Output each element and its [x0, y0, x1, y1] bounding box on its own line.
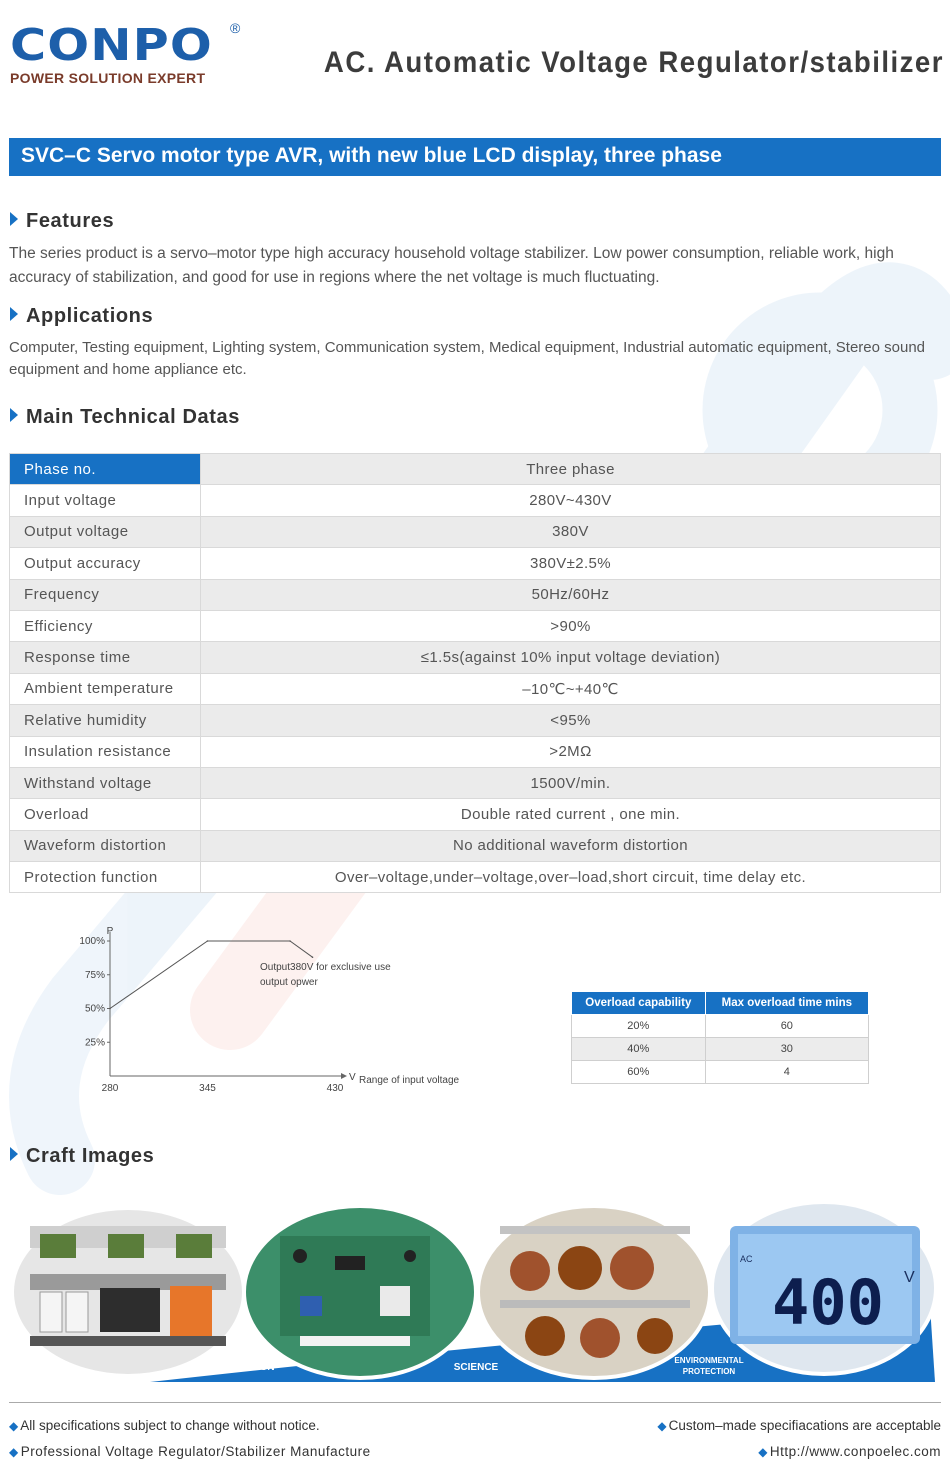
technical-heading [10, 406, 240, 429]
spec-label: Overload [10, 799, 201, 830]
features-heading [10, 210, 114, 233]
applications-text: Computer, Testing equipment, Lighting system, Communication system, Medical equipment, Industrial automatic equipment, Stereo sound equipment and home appliance etc. [9, 339, 926, 378]
brand-logo [10, 20, 241, 86]
arrow-right-icon [10, 1147, 18, 1161]
spec-row [10, 642, 941, 673]
overload-header-capability: Overload capability [572, 992, 706, 1015]
y-tick-label: 50% [84, 1003, 105, 1015]
overload-table [571, 991, 869, 1084]
logo-tagline: POWER SOLUTION EXPERT [10, 70, 206, 86]
label-science: SCIENCE [453, 1362, 499, 1373]
footer-website-text[interactable]: Http://www.conpoelec.com [769, 1444, 941, 1459]
spec-value: Three phase [201, 454, 941, 485]
spec-label: Withstand voltage [10, 767, 201, 798]
spec-row [10, 705, 941, 736]
spec-row [10, 548, 941, 579]
logo-wordmark: CONPO [10, 20, 213, 71]
footer-text: Professional Voltage Regulator/Stabilizer Manufacture [20, 1444, 371, 1459]
overload-cell: 60% [572, 1061, 706, 1084]
spec-row [10, 767, 941, 798]
spec-value: 380V [201, 516, 941, 547]
spec-row [10, 454, 941, 485]
spec-value: >90% [201, 610, 941, 641]
footer-note-left-2 [9, 1444, 371, 1459]
craft-heading [10, 1145, 154, 1168]
applications-heading-text: Applications [26, 305, 154, 327]
arrow-right-icon [10, 212, 18, 226]
arrow-right-icon [10, 307, 18, 321]
spec-label: Output voltage [10, 516, 201, 547]
series-point [289, 940, 291, 942]
spec-label: Ambient temperature [10, 673, 201, 704]
overload-cell: 20% [572, 1015, 706, 1038]
footer-website-link[interactable] [758, 1444, 941, 1459]
series-point [312, 956, 314, 958]
diamond-icon: ◆ [9, 1419, 19, 1433]
spec-label: Phase no. [10, 454, 201, 485]
x-tick-label: 280 [101, 1083, 119, 1094]
spec-label: Frequency [10, 579, 201, 610]
applications-heading [10, 305, 153, 328]
spec-label: Waveform distortion [10, 830, 201, 861]
overload-header-time: Max overload time mins [705, 992, 868, 1015]
spec-label: Relative humidity [10, 705, 201, 736]
spec-row [10, 736, 941, 767]
spec-label: Protection function [10, 862, 201, 893]
spec-value: 1500V/min. [201, 767, 941, 798]
page-title: AC. Automatic Voltage Regulator/stabilizer [323, 46, 944, 79]
spec-row [10, 673, 941, 704]
overload-cell: 30 [705, 1038, 868, 1061]
overload-cell: 60 [705, 1015, 868, 1038]
craft-images-strip [0, 1196, 950, 1388]
technical-heading-text: Main Technical Datas [26, 406, 240, 428]
label-innovation: INNOVATION [213, 1362, 275, 1373]
spec-value: –10℃~+40℃ [201, 673, 941, 704]
chart-annotation: Output380V for exclusive use [260, 962, 391, 973]
diamond-icon: ◆ [657, 1419, 667, 1433]
series-point [109, 1008, 111, 1010]
series-point [207, 940, 209, 942]
spec-value: >2MΩ [201, 736, 941, 767]
label-protection: PROTECTION [682, 1367, 736, 1376]
footer-text: Custom–made specifiacations are acceptable [668, 1418, 941, 1433]
spec-label: Insulation resistance [10, 736, 201, 767]
product-banner [9, 138, 941, 176]
footer-text: All specifications subject to change without notice. [20, 1418, 320, 1433]
spec-row [10, 516, 941, 547]
series-line [110, 941, 313, 1009]
spec-value: Over–voltage,under–voltage,over–load,short circuit, time delay etc. [201, 862, 941, 893]
y-axis-label: P [106, 926, 114, 937]
diamond-icon: ◆ [9, 1445, 19, 1459]
craft-heading-text: Craft Images [26, 1145, 155, 1167]
x-axis-unit: V [349, 1072, 356, 1083]
x-tick-label: 430 [326, 1083, 344, 1094]
x-tick-label: 345 [199, 1083, 216, 1094]
overload-cell: 40% [572, 1038, 706, 1061]
lcd-mode: AC [740, 1254, 753, 1264]
craft-image-transformers [478, 1206, 710, 1378]
spec-row [10, 485, 941, 516]
spec-value: <95% [201, 705, 941, 736]
spec-row [10, 830, 941, 861]
y-tick-label: 75% [84, 969, 105, 981]
features-text: The series product is a servo–motor type high accuracy household voltage stabilizer. Low power consumption, reliable work, high accuracy of stabilization, and good for use in regions where the net voltage is much fluctuating. [9, 245, 894, 286]
chart-annotation: output opwer [260, 977, 318, 988]
product-banner-text: SVC–C Servo motor type AVR, with new blue LCD display, three phase [21, 144, 722, 167]
footer-note-left-1 [9, 1418, 320, 1433]
spec-value: 280V~430V [201, 485, 941, 516]
registered-mark: ® [230, 20, 241, 36]
spec-label: Response time [10, 642, 201, 673]
craft-image-lcd-display [712, 1202, 936, 1374]
y-tick-label: 25% [84, 1037, 105, 1049]
spec-value: ≤1.5s(against 10% input voltage deviation) [201, 642, 941, 673]
craft-image-pcb [244, 1206, 476, 1378]
spec-table [9, 453, 941, 893]
spec-row [10, 862, 941, 893]
chart-axes [79, 926, 459, 1094]
power-voltage-chart [70, 922, 490, 1102]
label-environmental: ENVIRONMENTAL [674, 1356, 744, 1365]
x-axis-arrow-icon [341, 1073, 347, 1079]
spec-value: No additional waveform distortion [201, 830, 941, 861]
arrow-right-icon [10, 408, 18, 422]
diamond-icon: ◆ [758, 1445, 768, 1459]
spec-row [10, 610, 941, 641]
overload-cell: 4 [705, 1061, 868, 1084]
spec-value: 380V±2.5% [201, 548, 941, 579]
footer-note-right-1 [657, 1418, 941, 1433]
spec-label: Input voltage [10, 485, 201, 516]
x-axis-label: Range of input voltage [359, 1075, 460, 1086]
spec-label: Output accuracy [10, 548, 201, 579]
spec-value: 50Hz/60Hz [201, 579, 941, 610]
footer-divider [9, 1402, 941, 1403]
y-tick-label: 100% [79, 936, 105, 947]
spec-label: Efficiency [10, 610, 201, 641]
craft-image-control-panel [12, 1208, 244, 1376]
spec-value: Double rated current , one min. [201, 799, 941, 830]
features-heading-text: Features [26, 210, 115, 232]
spec-row [10, 579, 941, 610]
spec-row [10, 799, 941, 830]
lcd-reading: 400 [772, 1266, 884, 1339]
lcd-unit: V [904, 1269, 915, 1286]
